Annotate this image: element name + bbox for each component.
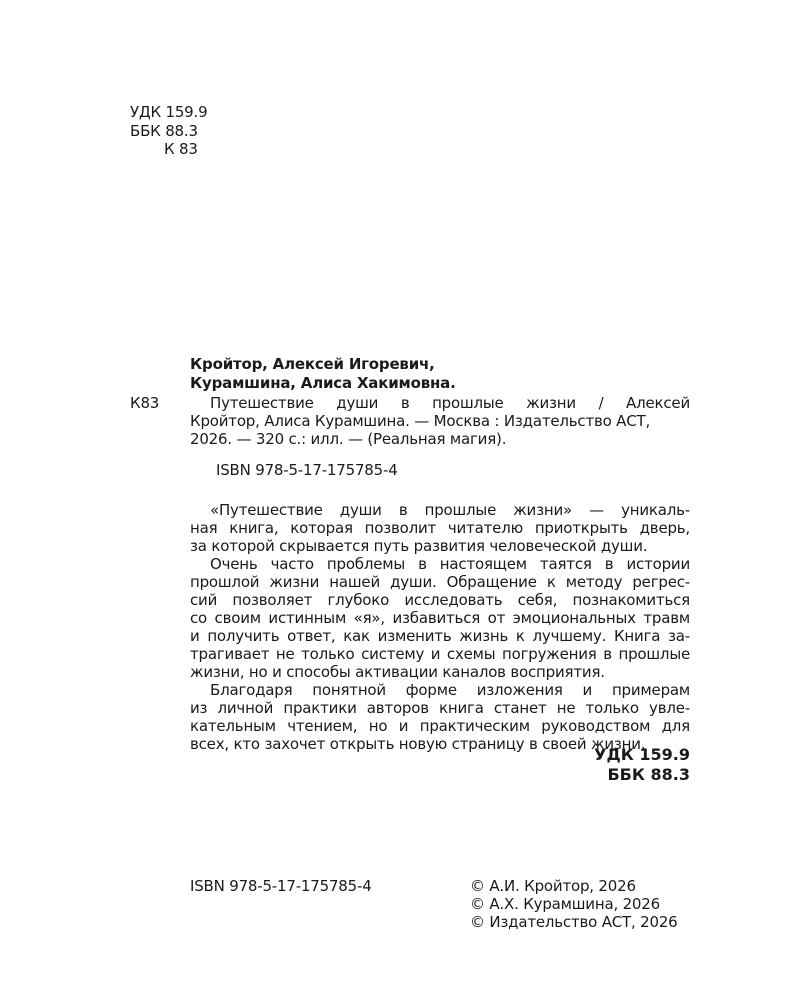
catalog-line: Кройтор, Алиса Курамшина. — Москва : Издательство АСТ,: [190, 412, 651, 430]
footer-codes: [594, 745, 690, 785]
annotation-line: ная книга, которая позволит читателю приоткрыть дверь,: [190, 519, 690, 537]
annotation-line: прошлой жизни нашей души. Обращение к методу регрес-: [190, 573, 690, 591]
annotation-line: со своим истинным «я», избавиться от эмоциональных травм: [190, 609, 690, 627]
annotation-line: из личной практики авторов книга станет не только увле-: [190, 699, 690, 717]
catalog-description: [190, 394, 690, 448]
annotation-line: сий позволяет глубоко исследовать себя, познакомиться: [190, 591, 690, 609]
annotation-line: Очень часто проблемы в настоящем таятся в истории: [210, 555, 690, 573]
annotation-line: Благодаря понятной форме изложения и примерам: [210, 681, 690, 699]
catalog-line: 2026. — 320 с.: илл. — (Реальная магия).: [190, 430, 507, 448]
isbn-bottom: ISBN 978-5-17-175785-4: [190, 877, 372, 895]
author-1: Кройтор, Алексей Игоревич,: [190, 355, 435, 373]
footer-udk-code: УДК 159.9: [594, 745, 690, 764]
copyright-line: © А.Х. Курамшина, 2026: [470, 895, 660, 913]
catalog-line: Путешествие души в прошлые жизни / Алексей: [210, 394, 690, 412]
footer-bbk-code: ББК 88.3: [607, 765, 690, 784]
annotation-line: «Путешествие души в прошлые жизни» — уникаль-: [210, 501, 690, 519]
annotation-line: жизни, но и способы активации каналов восприятия.: [190, 663, 605, 681]
udk-code: УДК 159.9: [130, 103, 208, 121]
annotation-line: и получить ответ, как изменить жизнь к лучшему. Книга за-: [190, 627, 690, 645]
annotation-line: всех, кто захочет открыть новую страницу в своей жизни.: [190, 735, 646, 753]
catalog-mark: К83: [130, 394, 160, 412]
bbk-code: ББК 88.3: [130, 122, 198, 140]
isbn-main: ISBN 978-5-17-175785-4: [216, 461, 398, 479]
annotation-line: за которой скрывается путь развития человеческой души.: [190, 537, 648, 555]
copyright-line: © Издательство АСТ, 2026: [470, 913, 678, 931]
author-mark: К 83: [164, 140, 198, 158]
annotation-line: трагивает не только систему и схемы погружения в прошлые: [190, 645, 690, 663]
annotation: [190, 501, 690, 753]
copyright-line: © А.И. Кройтор, 2026: [470, 877, 636, 895]
annotation-line: кательным чтением, но и практическим руководством для: [190, 717, 690, 735]
author-2: Курамшина, Алиса Хакимовна.: [190, 374, 456, 392]
